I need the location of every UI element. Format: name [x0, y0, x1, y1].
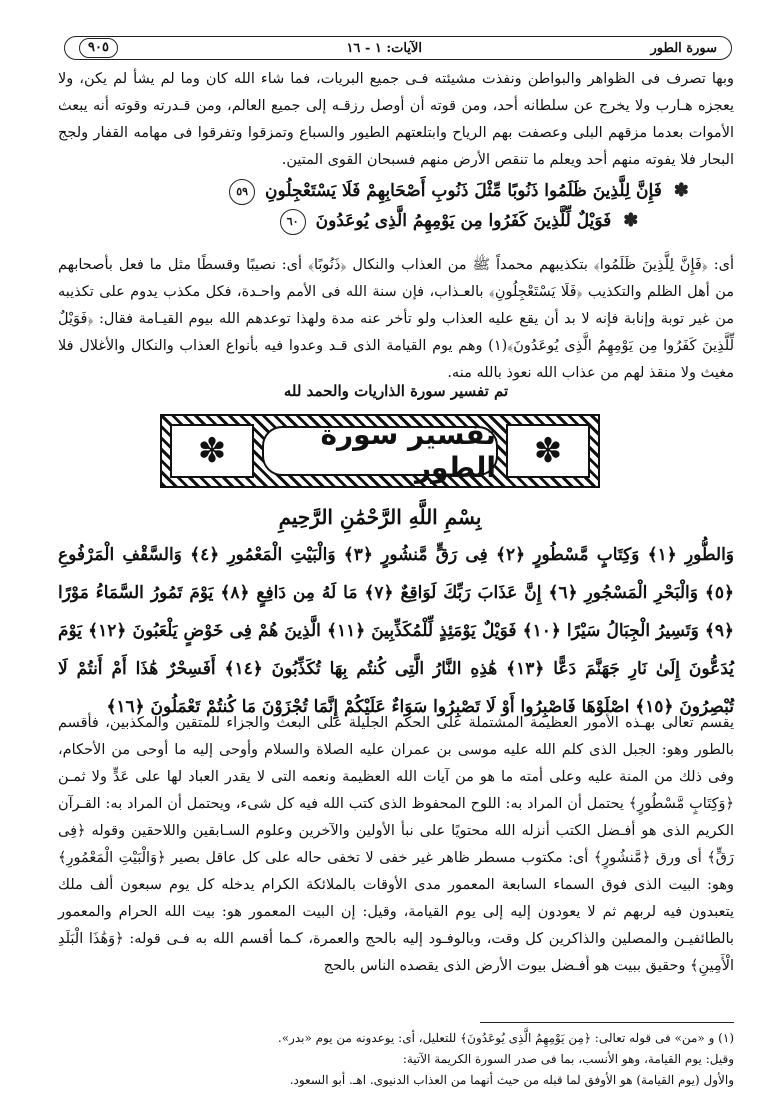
banner-title: تفسير سورة الطور [262, 426, 498, 476]
verse-text: فَإِنَّ لِلَّذِينَ ظَلَمُوا ذَنُوبًا مِّثْلَ ذَنُوبِ أَصْحَابِهِمْ فَلَا يَسْتَعْجِلُونِ [265, 181, 662, 201]
verse-text: فَوَيْلٌ لِّلَّذِينَ كَفَرُوا مِن يَوْمِهِمُ الَّذِى يُوعَدُونَ [315, 211, 612, 231]
completion-line: تم تفسير سورة الذاريات والحمد لله [283, 382, 509, 400]
verse-row [200, 206, 720, 236]
footnote: وقيل: يوم القيامة، وهو الأنسب، بما فى صدر السورة الكريمة الآتية: [402, 1052, 734, 1066]
ornament-icon: ✽ [673, 180, 689, 201]
footnote: (١) و «من» فى قوله تعالى: ﴿مِن يَوْمِهِمُ الَّذِى يُوعَدُونَ﴾ للتعليل، أى: يوعدونه من يوم «بدر». [277, 1031, 734, 1045]
tafsir-paragraph: أى: ﴿فَإِنَّ لِلَّذِينَ ظَلَمُوا﴾ بتكذيبهم محمداً ﷺ من العذاب والنكال ﴿ذَنُوبًا﴾ أى: نصيبًا وقسطًا مثل ما فعل بأصحابهم من أهل الظلم والتكذيب ﴿فَلَا يَسْتَعْجِلُونِ﴾ بالعـذاب، فإن سنة الله فى الأمم واحـدة، فكل مكذب يدوم على تكذيبه من غير توبة وإنابة فإنه لا بد أن يقع عليه العذاب ولو تأخر عنه مدة ولهذا توعدهم الله بيوم القيـامة فقال: ﴿فَوَيْلٌ لِّلَّذِينَ كَفَرُوا مِن يَوْمِهِمُ الَّذِى يُوعَدُونَ﴾(١) وهم يوم القيامة الذى قـد وعدوا فيه بأنواع العذاب والنكال والأغلال فلا مغيث ولا منقذ لهم من عذاب الله نعوذ بالله منه. [58, 257, 734, 381]
commentary-paragraph: يقسم تعالى بهـذه الأمور العظيمة المشتملة على الحكم الجليلة على البعث والجزاء للمتقين والمكذبين، فأقسم بالطور وهو: الجبل الذى كلم الله عليه موسى بن عمران عليه الصلاة والسلام وأوحى إليه ما أوحى من الأحكام، وفى ذلك من المنة عليه وعلى أمته ما هو من آيات الله العظيمة ونعمه التى لا يقدر العباد لها على عَدٍّ ولا ثمـن ﴿وَكِتَابٍ مَّسْطُورٍ﴾ يحتمل أن المراد به: اللوح المحفوظ الذى كتب الله فيه كل شىء، ويحتمل أن المراد به: القـرآن الكريم الذى هو أفـضل الكتب أنزله الله محتويًا على نبأ الأولين والآخرين وعلوم السـابقين واللاحقين وقوله ﴿فِى رَقٍّ﴾ أى ورق ﴿مَّنشُورٍ﴾ أى: مكتوب مسطر ظاهر غير خفى لا تخفى حاله على كل عاقل بصير ﴿وَالْبَيْتِ الْمَعْمُورِ﴾ وهو: البيت الذى فوق السماء السابعة المعمور مدى الأوقات بالملائكة الكرام يدخله كل يوم سبعون ألف ملك يتعبدون فيه لربهم ثم لا يعودون إليه إلى يوم القيامة، وقيل: إن البيت المعمور هو: بيت الله الحرام والمعمور بالطائفيـن والمصلين والذاكرين كل وقت، وبالوفـود إليه بالحج والعمرة، كـما أقسم الله به فـى قوله: ﴿وَهَٰذَا الْبَلَدِ الْأَمِينِ﴾ وحقيق ببيت هو أفـضل بيوت الأرض الذى يقصده الناس بالحج [58, 715, 734, 974]
ayat-range-label: الآيات: ١ - ١٦ [346, 40, 423, 56]
basmala: بِسْمِ اللَّهِ الرَّحْمَٰنِ الرَّحِيمِ [278, 505, 482, 529]
top-paragraph: وبها تصرف فى الظواهر والبواطن ونفذت مشيئته فـى جميع البريات، فما شاء الله كان وما لم يشأ لم يكن، ولا يعجزه هـارب ولا يخرج عن سلطانه أحد، ومن قوته أن أوصل رزقـه إلى جميع العالم، ومن قـدرته وقوته أنه يبعث الأموات بعدما مزقهم البلى وعصفت بهم الرياح وابتلعتهم الطيور والسباع وتمزقوا وتفرقوا فى مهامه القفار ولجج البحار فلا يفوته منهم أحد ويعلم ما تنقص الأرض منهم فسبحان القوى المتين. [58, 71, 734, 168]
banner-ornament-icon [506, 424, 590, 478]
page-number: ٩٠٥ [79, 38, 118, 58]
footnote-divider [480, 1022, 734, 1023]
footnote: والأول (يوم القيامة) هو الأوفق لما قبله من حيث أنهما من العذاب الدنيوى. اهـ. أبو السعود. [289, 1073, 734, 1087]
ornament-icon: ✽ [623, 210, 639, 231]
verses-block [200, 176, 720, 236]
verse-row [200, 176, 720, 206]
footnotes [58, 1028, 734, 1091]
banner-ornament-icon [170, 424, 254, 478]
page-header [64, 36, 732, 60]
surah-title-banner [160, 414, 600, 488]
surah-verses: وَالطُّورِ ﴿١﴾ وَكِتَابٍ مَّسْطُورٍ ﴿٢﴾ فِى رَقٍّ مَّنشُورٍ ﴿٣﴾ وَالْبَيْتِ الْمَعْمُورِ ﴿٤﴾ وَالسَّقْفِ الْمَرْفُوعِ ﴿٥﴾ وَالْبَحْرِ الْمَسْجُورِ ﴿٦﴾ إِنَّ عَذَابَ رَبِّكَ لَوَاقِعٌ ﴿٧﴾ مَا لَهُ مِن دَافِعٍ ﴿٨﴾ يَوْمَ تَمُورُ السَّمَاءُ مَوْرًا ﴿٩﴾ وَتَسِيرُ الْجِبَالُ سَيْرًا ﴿١٠﴾ فَوَيْلٌ يَوْمَئِذٍ لِّلْمُكَذِّبِينَ ﴿١١﴾ الَّذِينَ هُمْ فِى خَوْضٍ يَلْعَبُونَ ﴿١٢﴾ يَوْمَ يُدَعُّونَ إِلَىٰ نَارِ جَهَنَّمَ دَعًّا ﴿١٣﴾ هَٰذِهِ النَّارُ الَّتِى كُنتُم بِهَا تُكَذِّبُونَ ﴿١٤﴾ أَفَسِحْرٌ هَٰذَا أَمْ أَنتُمْ لَا تُبْصِرُونَ ﴿١٥﴾ اصْلَوْهَا فَاصْبِرُوا أَوْ لَا تَصْبِرُوا سَوَاءٌ عَلَيْكُمْ إِنَّمَا تُجْزَوْنَ مَا كُنتُمْ تَعْمَلُونَ ﴿١٦﴾ [58, 545, 734, 717]
surah-name-label: سورة الطور [650, 40, 717, 56]
verse-number: ٦٠ [280, 209, 306, 235]
verse-number: ٥٩ [229, 179, 255, 205]
